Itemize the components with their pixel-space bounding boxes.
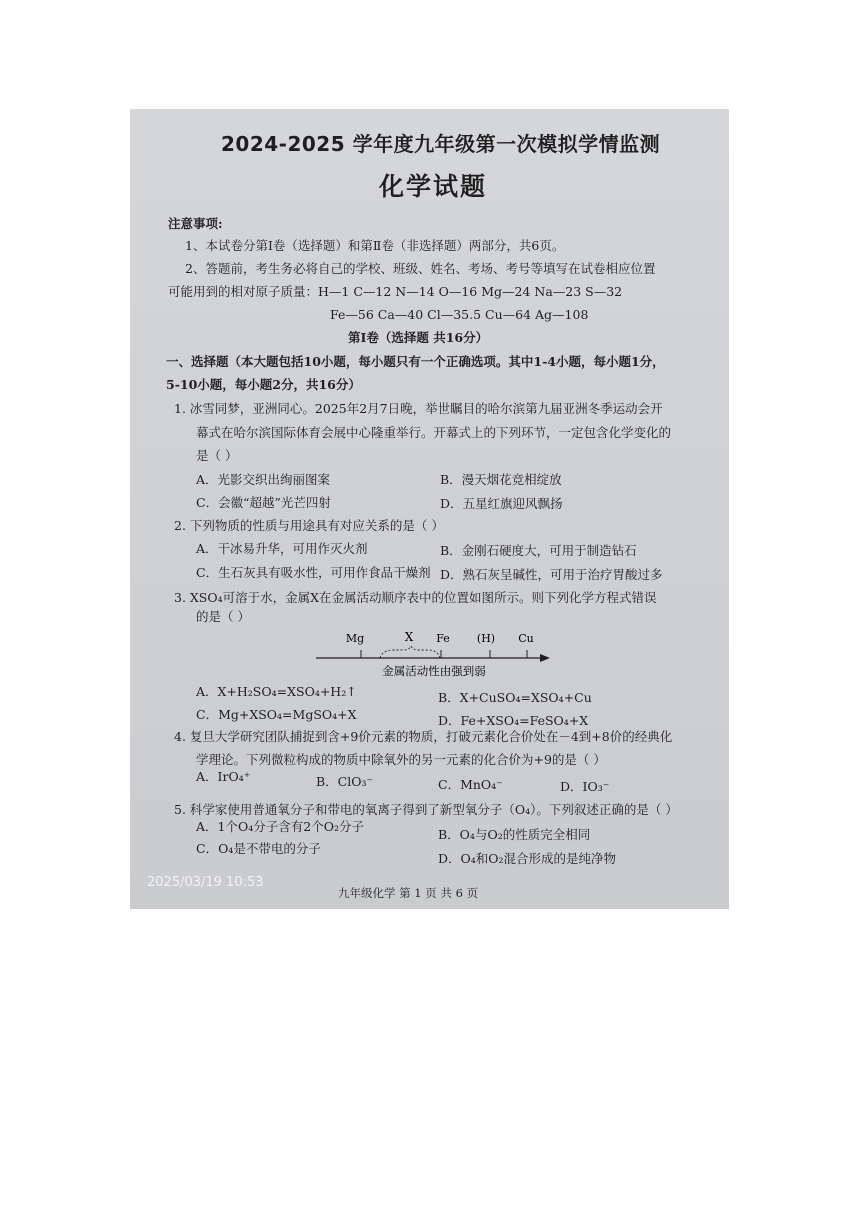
notes-heading: 注意事项: (168, 216, 223, 231)
q1-stem-1: 1. 冰雪同梦，亚洲同心。2025年2月7日晚，举世瞩目的哈尔滨第九届亚洲冬季运动会开 (174, 401, 663, 416)
q4-option-c: C．MnO₄⁻ (438, 777, 503, 792)
q2-option-b: B．金刚石硬度大，可用于制造钻石 (440, 543, 637, 558)
photo-timestamp: 2025/03/19 10:53 (147, 875, 264, 890)
q2-stem: 2. 下列物质的性质与用途具有对应关系的是（ ） (174, 518, 444, 533)
q4-option-b: B．ClO₃⁻ (316, 774, 374, 789)
q4-stem-1: 4. 复旦大学研究团队捕捉到含+9价元素的物质，打破元素化合价处在－4到+8价的经典化 (174, 729, 673, 744)
section-title: 第Ⅰ卷（选择题 共16分） (348, 330, 489, 345)
q3-stem-2: 的是（ ） (196, 609, 250, 624)
q5-option-c: C．O₄是不带电的分子 (196, 841, 321, 856)
q3-option-b: B．X+CuSO₄=XSO₄+Cu (438, 690, 592, 705)
q1-stem-3: 是（ ） (196, 448, 238, 463)
diagram-label-cu: Cu (518, 632, 534, 645)
diagram-label-h: (H) (476, 632, 496, 645)
notes-line-1: 1、本试卷分第Ⅰ卷（选择题）和第Ⅱ卷（非选择题）两部分，共6页。 (185, 238, 565, 253)
notes-line-2: 2、答题前，考生务必将自己的学校、班级、姓名、考场、考号等填写在试卷相应位置 (185, 261, 656, 276)
q1-option-b: B．漫天烟花竞相绽放 (440, 472, 562, 487)
diagram-caption: 金属活动性由强到弱 (382, 664, 486, 678)
q5-option-b: B．O₄与O₂的性质完全相同 (438, 827, 591, 842)
exam-title: 2024-2025 学年度九年级第一次模拟学情监测 (221, 132, 661, 156)
q2-option-a: A．干冰易升华，可用作灭火剂 (196, 541, 368, 556)
q2-option-d: D．熟石灰呈碱性，可用于治疗胃酸过多 (440, 567, 663, 582)
activity-arrow-head (540, 654, 550, 662)
q4-stem-2: 学理论。下列微粒构成的物质中除氧外的另一元素的化合价为+9的是（ ） (196, 752, 606, 767)
q5-option-d: D．O₄和O₂混合形成的是纯净物 (438, 851, 617, 866)
q1-option-c: C．会徽“超越”光芒四射 (196, 495, 331, 510)
exam-subtitle: 化学试题 (379, 172, 488, 201)
section-instructions-1: 一、选择题（本大题包括10小题，每小题只有一个正确选项。其中1-4小题，每小题1分， (166, 354, 665, 369)
q1-stem-2: 幕式在哈尔滨国际体育会展中心隆重举行。开幕式上的下列环节，一定包含化学变化的 (196, 425, 672, 440)
x-position-brace (380, 646, 440, 658)
diagram-label-x: X (404, 630, 414, 644)
q4-option-d: D．IO₃⁻ (560, 779, 610, 794)
diagram-label-mg: Mg (345, 632, 365, 645)
q3-option-a: A．X+H₂SO₄=XSO₄+H₂↑ (196, 684, 357, 699)
q5-stem: 5. 科学家使用普通氧分子和带电的氧离子得到了新型氧分子（O₄）。下列叙述正确的是（ ） (174, 802, 678, 817)
atomic-masses-2: Fe—56 Ca—40 Cl—35.5 Cu—64 Ag—108 (330, 307, 589, 322)
q1-option-d: D．五星红旗迎风飘扬 (440, 496, 563, 511)
q5-option-a: A．1个O₄分子含有2个O₂分子 (196, 819, 364, 834)
q3-option-d: D．Fe+XSO₄=FeSO₄+X (438, 713, 589, 728)
section-instructions-2: 5-10小题，每小题2分，共16分） (166, 377, 361, 392)
q3-stem-1: 3. XSO₄可溶于水，金属X在金属活动顺序表中的位置如图所示。则下列化学方程式错误 (174, 590, 657, 605)
q2-option-c: C．生石灰具有吸水性，可用作食品干燥剂 (196, 565, 431, 580)
exam-page-photo (130, 109, 729, 909)
metal-activity-diagram (314, 629, 554, 681)
q3-option-c: C．Mg+XSO₄=MgSO₄+X (196, 707, 357, 722)
q4-option-a: A．IrO₄⁺ (196, 769, 251, 784)
diagram-label-fe: Fe (436, 632, 450, 645)
page-footer: 九年级化学 第 1 页 共 6 页 (338, 886, 479, 900)
atomic-masses-1: 可能用到的相对原子质量：H—1 C—12 N—14 O—16 Mg—24 Na—23 S—32 (168, 284, 623, 299)
q1-option-a: A．光影交织出绚丽图案 (196, 472, 331, 487)
